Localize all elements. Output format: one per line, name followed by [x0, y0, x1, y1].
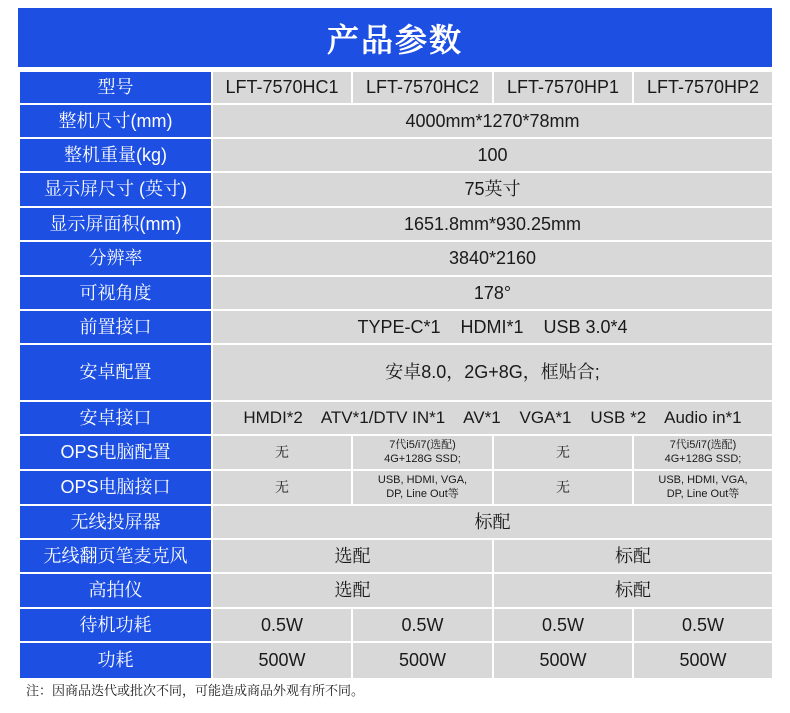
value-cell: 安卓8.0，2G+8G，框贴合; [212, 344, 773, 401]
value-cell: 0.5W [633, 608, 773, 642]
row-android-ports [19, 401, 773, 435]
row-weight [19, 138, 773, 172]
value-cell: 0.5W [352, 608, 493, 642]
model-cell: LFT-7570HP1 [493, 71, 633, 104]
value-cell: 0.5W [493, 608, 633, 642]
value-cell [633, 470, 773, 505]
cell-line: USB, HDMI, VGA, [377, 473, 468, 486]
value-cell: 4000mm*1270*78mm [212, 104, 773, 138]
row-label: 待机功耗 [19, 608, 212, 642]
value-cell: 标配 [493, 539, 773, 573]
value-cell: 75英寸 [212, 172, 773, 207]
row-screen-area [19, 207, 773, 241]
value-cell: TYPE-C*1 HDMI*1 USB 3.0*4 [212, 310, 773, 344]
row-label: 无线投屏器 [19, 505, 212, 539]
row-wireless-projection [19, 505, 773, 539]
model-cell: LFT-7570HC1 [212, 71, 352, 104]
row-model [19, 71, 773, 104]
row-label: 可视角度 [19, 276, 212, 310]
row-resolution [19, 241, 773, 276]
row-viewing-angle [19, 276, 773, 310]
value-cell [352, 435, 493, 470]
value-cell: 100 [212, 138, 773, 172]
model-cell: LFT-7570HP2 [633, 71, 773, 104]
row-standby-power [19, 608, 773, 642]
value-cell: 500W [352, 642, 493, 679]
row-label: OPS电脑配置 [19, 435, 212, 470]
cell-line: DP, Line Out等 [386, 487, 459, 500]
value-cell: 500W [633, 642, 773, 679]
row-wireless-pen-mic [19, 539, 773, 573]
value-cell: 3840*2160 [212, 241, 773, 276]
value-cell: 无 [212, 470, 352, 505]
row-power [19, 642, 773, 679]
cell-line: 7代i5/i7(选配) [669, 438, 737, 451]
row-ops-ports [19, 470, 773, 505]
cell-line: 4G+128G SSD; [664, 452, 742, 465]
row-ops-config [19, 435, 773, 470]
row-label: 无线翻页笔麦克风 [19, 539, 212, 573]
row-label: 前置接口 [19, 310, 212, 344]
row-label: 高拍仪 [19, 573, 212, 608]
row-label: 功耗 [19, 642, 212, 679]
row-label: 安卓配置 [19, 344, 212, 401]
row-android-config [19, 344, 773, 401]
value-cell: 标配 [212, 505, 773, 539]
value-cell: 0.5W [212, 608, 352, 642]
page-title: 产品参数 [18, 8, 772, 67]
value-cell [352, 470, 493, 505]
row-label: OPS电脑接口 [19, 470, 212, 505]
row-size [19, 104, 773, 138]
value-cell: 标配 [493, 573, 773, 608]
footnote: 注：因商品迭代或批次不同，可能造成商品外观有所不同。 [26, 683, 365, 698]
cell-line: 7代i5/i7(选配) [389, 438, 456, 451]
row-label: 显示屏尺寸 (英寸) [19, 172, 212, 207]
row-label: 整机重量(kg) [19, 138, 212, 172]
value-cell: 无 [493, 470, 633, 505]
row-label: 整机尺寸(mm) [19, 104, 212, 138]
value-cell [633, 435, 773, 470]
value-cell: 178° [212, 276, 773, 310]
value-cell: 无 [212, 435, 352, 470]
value-cell: 1651.8mm*930.25mm [212, 207, 773, 241]
value-cell: 无 [493, 435, 633, 470]
row-label: 型号 [19, 71, 212, 104]
row-label: 分辨率 [19, 241, 212, 276]
row-front-ports [19, 310, 773, 344]
row-label: 安卓接口 [19, 401, 212, 435]
value-cell: 500W [493, 642, 633, 679]
value-cell: 选配 [212, 573, 493, 608]
spec-table [18, 70, 774, 680]
row-screen-size [19, 172, 773, 207]
value-cell: HMDI*2 ATV*1/DTV IN*1 AV*1 VGA*1 USB *2 Audio in*1 [212, 401, 773, 435]
value-cell: 选配 [212, 539, 493, 573]
cell-line: 4G+128G SSD; [384, 452, 461, 465]
value-cell: 500W [212, 642, 352, 679]
row-label: 显示屏面积(mm) [19, 207, 212, 241]
row-document-camera [19, 573, 773, 608]
cell-line: USB, HDMI, VGA, [658, 473, 748, 486]
cell-line: DP, Line Out等 [666, 487, 740, 500]
model-cell: LFT-7570HC2 [352, 71, 493, 104]
